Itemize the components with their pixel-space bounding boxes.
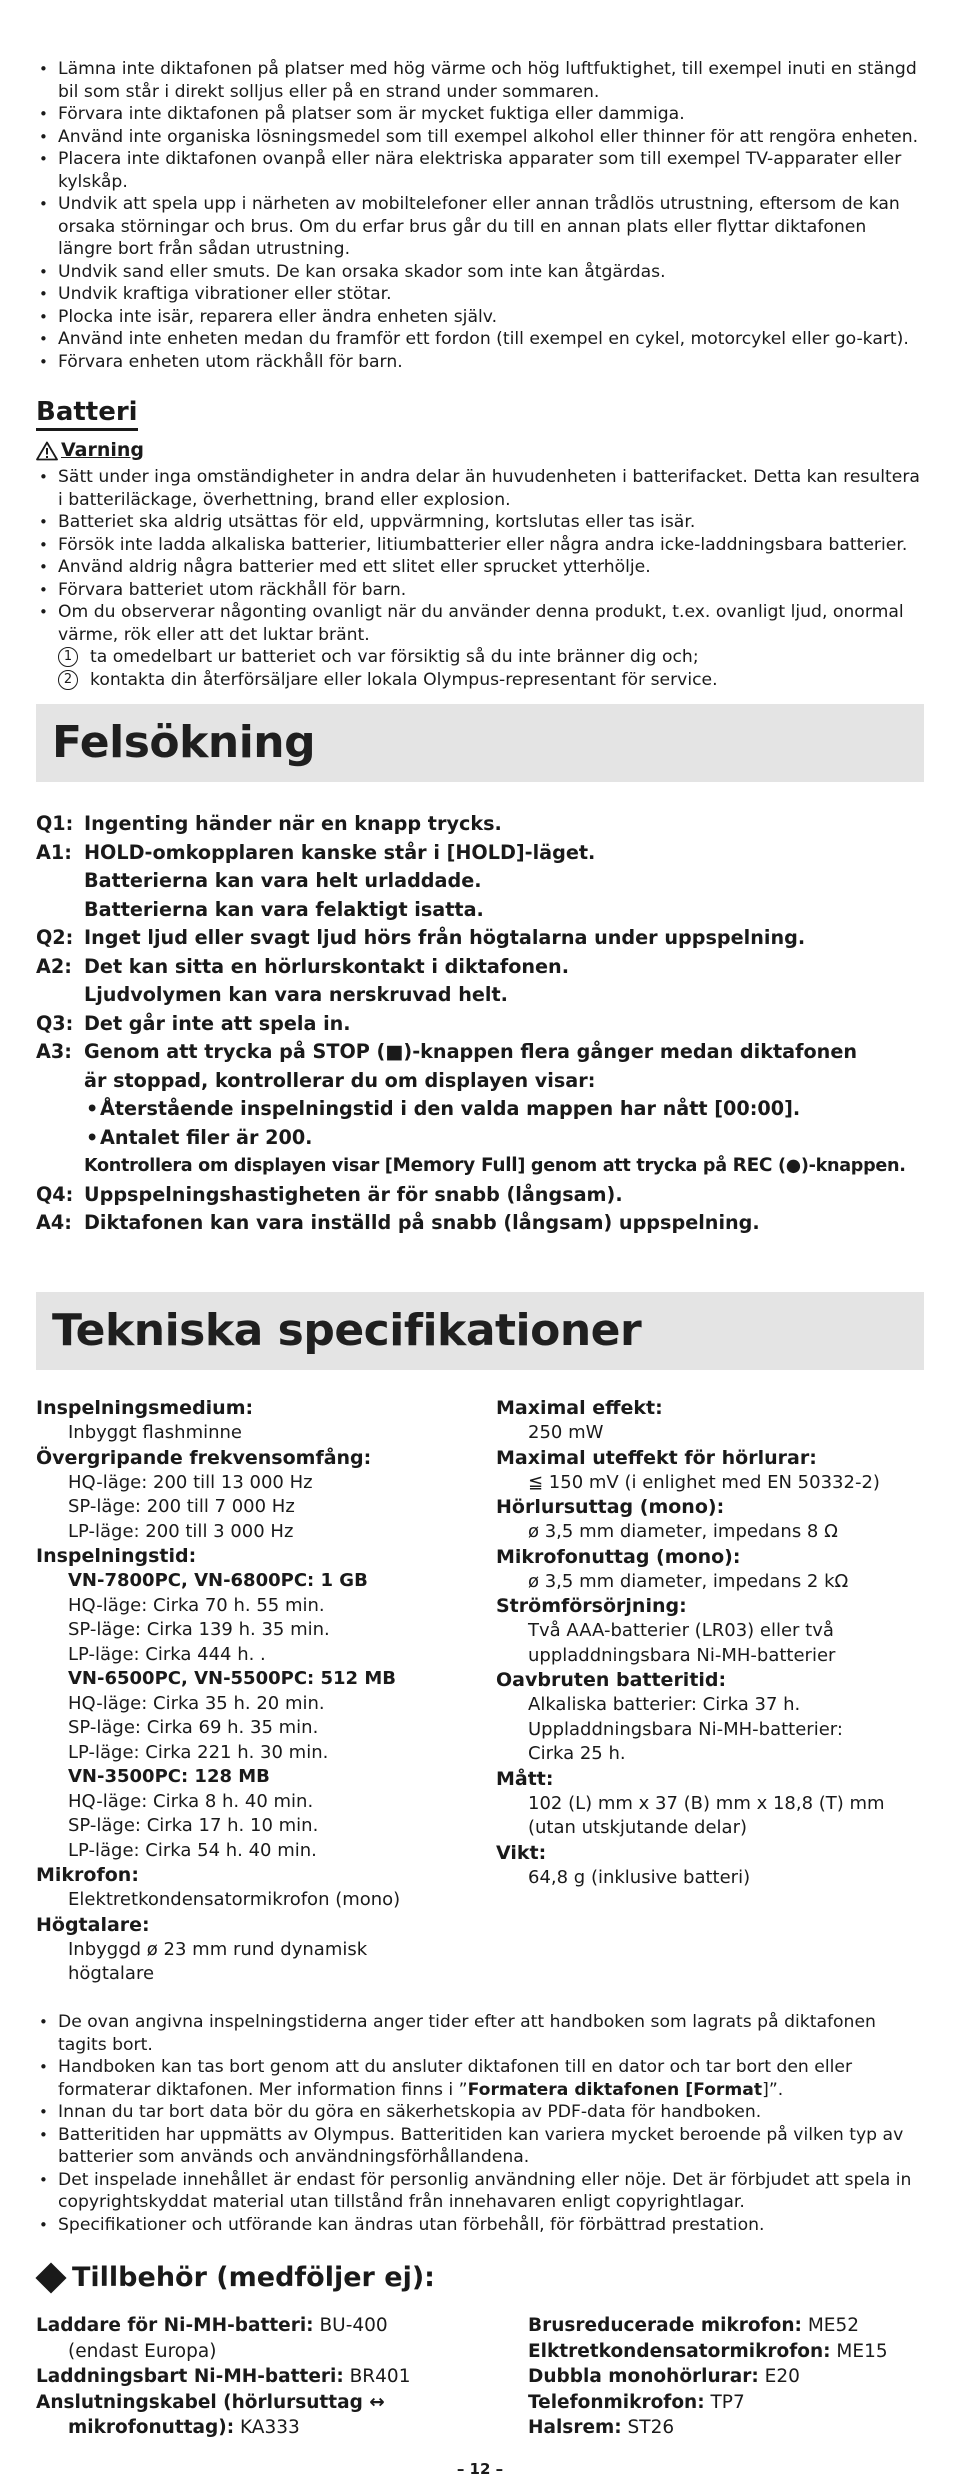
warning-triangle-icon xyxy=(36,441,58,461)
list-item: • Placera inte diktafonen ovanpå eller nära elektriska apparater som till exempel TV-apparater eller kylskåp. xyxy=(36,148,924,193)
faq-text: Det kan sitta en hörlurskontakt i diktafonen. xyxy=(84,954,570,978)
spec-heading: Högtalare: xyxy=(36,1913,150,1936)
faq-text: Diktafonen kan vara inställd på snabb (långsam) uppspelning. xyxy=(84,1211,760,1234)
accessory-item-cont xyxy=(36,2415,528,2441)
accessory-item xyxy=(36,2313,528,2339)
specifications-title: Tekniska specifikationer xyxy=(52,1305,642,1356)
faq-question xyxy=(36,1010,924,1039)
faq-text: ]-läget. xyxy=(515,840,596,864)
menu-reference: Formatera diktafonen xyxy=(467,2079,680,2100)
list-item: • Undvik sand eller smuts. De kan orsaka skador som inte kan åtgärdas. xyxy=(36,261,924,284)
list-item: • Förvara inte diktafonen på platser som är mycket fuktiga eller dammiga. xyxy=(36,103,924,126)
faq-question xyxy=(36,1181,924,1210)
accessory-label: Halsrem: xyxy=(528,2417,622,2438)
accessory-label: Telefonmikrofon: xyxy=(528,2391,705,2413)
faq-text: Inget ljud eller svagt ljud hörs från högtalarna under uppspelning. xyxy=(84,926,806,949)
accessory-value: ME15 xyxy=(830,2340,888,2362)
note-text: [ xyxy=(679,2079,694,2100)
note-text: Handboken kan tas bort genom att du ansluter diktafonen till en dator och tar bort den eller formaterar diktafonen. Mer information finns i ” xyxy=(58,2057,853,2100)
faq-question xyxy=(36,924,924,953)
spec-value: SP-läge: Cirka 17 h. 10 min. xyxy=(68,1815,319,1836)
accessory-item xyxy=(36,2364,528,2390)
spec-value: högtalare xyxy=(68,1963,155,1984)
faq-text: ]. xyxy=(784,1097,801,1120)
specifications-right-column xyxy=(496,1396,924,1987)
faq-key: A1: xyxy=(36,840,72,864)
memory-full-readout: Memory Full xyxy=(392,1155,518,1176)
accessory-item xyxy=(528,2390,924,2416)
faq-sub-bullet: • Antalet filer är 200. xyxy=(36,1124,924,1153)
spec-value: HQ-läge: 200 till 13 000 Hz xyxy=(68,1471,313,1493)
list-item: • Batteriet ska aldrig utsättas för eld, uppvärmning, kortslutas eller tas isär. xyxy=(36,511,924,534)
spec-value: HQ-läge: Cirka 8 h. 40 min. xyxy=(68,1790,314,1812)
accessory-item xyxy=(528,2339,924,2365)
accessory-value: ME52 xyxy=(801,2315,860,2336)
spec-model-heading: VN-3500PC: 128 MB xyxy=(68,1766,270,1787)
list-item: • Förvara batteriet utom räckhåll för barn. xyxy=(36,579,924,602)
battery-warning-list xyxy=(36,466,924,646)
accessory-label: Elktretkondensatormikrofon: xyxy=(528,2340,831,2362)
list-item: • Om du observerar någonting ovanligt när du använder denna produkt, t.ex. ovanligt ljud, onormal värme, rök eller att det luktar bränt. xyxy=(36,601,924,646)
step-number-badge: 2 xyxy=(58,670,78,690)
list-item: • Sätt under inga omständigheter in andra delar än huvudenheten i batterifacket. Detta kan resultera i batteriläckage, överhettning, brand eller explosion. xyxy=(36,466,924,511)
accessory-value: BR401 xyxy=(343,2366,411,2387)
accessory-value: ST26 xyxy=(621,2417,675,2438)
step-text: kontakta din återförsäljare eller lokala Olympus-representant för service. xyxy=(90,669,718,690)
list-item xyxy=(36,2056,924,2101)
faq-key: Q1: xyxy=(36,812,74,835)
accessories-list xyxy=(36,2313,924,2441)
accessory-label: Laddare för Ni-MH-batteri: xyxy=(36,2315,314,2336)
accessory-note xyxy=(36,2339,528,2365)
accessory-label: Dubbla monohörlurar: xyxy=(528,2366,759,2387)
accessory-value: TP7 xyxy=(704,2391,745,2413)
faq-answer xyxy=(36,1209,924,1238)
step-number-badge: 1 xyxy=(58,647,78,667)
faq-text: Återstående inspelningstid i den valda mappen har nått [ xyxy=(100,1097,723,1120)
display-readout: 00:00 xyxy=(723,1097,785,1120)
list-item: • Undvik att spela upp i närheten av mobiltelefoner eller annan trådlös utrustning, eftersom de kan orsaka störningar och brus. Om du erfar brus går du till en annan plats eller flyttar diktafonen längre bort från sådan utrustning. xyxy=(36,193,924,261)
spec-value: LP-läge: Cirka 54 h. 40 min. xyxy=(68,1839,317,1861)
faq-text: )-knappen flera gånger medan diktafonen xyxy=(403,1040,857,1063)
spec-model-heading: VN-6500PC, VN-5500PC: 512 MB xyxy=(68,1668,396,1689)
troubleshooting-banner xyxy=(36,704,924,782)
list-item: • Undvik kraftiga vibrationer eller stötar. xyxy=(36,283,924,306)
list-item: • Specifikationer och utförande kan ändras utan förbehåll, för förbättrad prestation. xyxy=(36,2214,924,2237)
rec-dot-icon: ● xyxy=(785,1156,801,1176)
spec-value: LP-läge: 200 till 3 000 Hz xyxy=(68,1520,294,1542)
list-item: • Använd inte enheten medan du framför ett fordon (till exempel en cykel, motorcykel eller go-kart). xyxy=(36,328,924,351)
hold-switch-label: HOLD xyxy=(84,840,145,864)
specification-notes xyxy=(36,2011,924,2236)
faq-text: ] genom att trycka på xyxy=(517,1156,733,1176)
spec-heading: Maximal effekt: xyxy=(496,1397,663,1419)
manual-page xyxy=(36,58,924,2478)
spec-heading: Strömförsörjning: xyxy=(496,1595,687,1617)
spec-model-heading: VN-7800PC, VN-6800PC: 1 GB xyxy=(68,1570,368,1591)
spec-value: SP-läge: 200 till 7 000 Hz xyxy=(68,1496,295,1517)
faq-answer xyxy=(36,953,924,982)
spec-value: ≦ 150 mV (i enlighet med EN 50332-2) xyxy=(528,1471,880,1493)
accessory-label: mikrofonuttag): xyxy=(68,2417,235,2438)
faq-answer-line: är stoppad, kontrollerar du om displayen visar: xyxy=(84,1068,596,1092)
spec-value: Elektretkondensatormikrofon (mono) xyxy=(68,1889,401,1910)
list-item: • De ovan angivna inspelningstiderna anger tider efter att handboken som lagrats på diktafonen tagits bort. xyxy=(36,2011,924,2056)
accessory-label: Anslutningskabel (hörlursuttag ↔ xyxy=(36,2391,385,2413)
specifications-banner xyxy=(36,1292,924,1370)
faq-key: Q2: xyxy=(36,926,74,949)
accessory-item xyxy=(528,2313,924,2339)
faq-answer-line: Batterierna kan vara helt urladdade. xyxy=(84,869,482,892)
spec-value: Uppladdningsbara Ni-MH-batterier: xyxy=(528,1718,843,1740)
spec-heading: Övergripande frekvensomfång: xyxy=(36,1446,372,1469)
battery-step-1 xyxy=(36,646,924,669)
faq-key: Q3: xyxy=(36,1011,74,1035)
care-instructions-list xyxy=(36,58,924,373)
spec-value: SP-läge: Cirka 69 h. 35 min. xyxy=(68,1717,319,1738)
spec-value: SP-läge: Cirka 139 h. 35 min. xyxy=(68,1619,330,1640)
spec-value: LP-läge: Cirka 444 h. . xyxy=(68,1643,266,1665)
faq-sub-bullet xyxy=(36,1095,924,1124)
accessory-item xyxy=(528,2364,924,2390)
stop-button-label: STOP xyxy=(312,1040,370,1063)
list-item: • Plocka inte isär, reparera eller ändra enheten själv. xyxy=(36,306,924,329)
faq-key: Q4: xyxy=(36,1182,74,1206)
spec-heading: Inspelningsmedium: xyxy=(36,1397,254,1419)
spec-value: ø 3,5 mm diameter, impedans 2 kΩ xyxy=(528,1570,849,1592)
faq-answer-line: Ljudvolymen kan vara nerskruvad helt. xyxy=(84,983,508,1006)
faq-text: Genom att trycka på xyxy=(84,1040,313,1063)
accessories-right-column xyxy=(528,2313,924,2441)
spec-heading: Mikrofon: xyxy=(36,1864,139,1886)
accessory-item xyxy=(528,2415,924,2441)
list-item: • Förvara enheten utom räckhåll för barn. xyxy=(36,351,924,374)
spec-value: ø 3,5 mm diameter, impedans 8 Ω xyxy=(528,1521,838,1542)
list-item: • Innan du tar bort data bör du göra en säkerhetskopia av PDF-data för handboken. xyxy=(36,2101,924,2124)
accessories-heading xyxy=(36,2261,435,2295)
rec-button-label: REC xyxy=(732,1155,773,1176)
battery-heading: Batteri xyxy=(36,397,138,431)
faq-text: Det går inte att spela in. xyxy=(84,1011,351,1035)
accessories-left-column xyxy=(36,2313,528,2441)
troubleshooting-title: Felsökning xyxy=(52,717,316,768)
spec-heading: Mått: xyxy=(496,1767,554,1790)
spec-heading: Hörlursuttag (mono): xyxy=(496,1496,725,1518)
spec-value: 250 mW xyxy=(528,1422,604,1443)
spec-value: uppladdningsbara Ni-MH-batterier xyxy=(528,1644,836,1666)
spec-value: HQ-läge: Cirka 70 h. 55 min. xyxy=(68,1594,325,1616)
faq-text: Ingenting händer när en knapp trycks. xyxy=(84,812,502,835)
faq-key: A2: xyxy=(36,954,72,978)
spec-value: (utan utskjutande delar) xyxy=(528,1817,747,1838)
list-item: • Försök inte ladda alkaliska batterier, litiumbatterier eller några andra icke-laddningsbara batterier. xyxy=(36,534,924,557)
list-item: • Batteritiden har uppmätts av Olympus. Batteritiden kan variera mycket beroende på vilken typ av batterier som används och användningsförhållandena. xyxy=(36,2124,924,2169)
accessory-label: Brusreducerade mikrofon: xyxy=(528,2315,802,2336)
faq-answer xyxy=(36,839,924,868)
spec-heading: Maximal uteffekt för hörlurar: xyxy=(496,1446,817,1469)
spec-heading: Inspelningstid: xyxy=(36,1545,197,1567)
hold-position-label: HOLD xyxy=(455,840,516,864)
page-number: – 12 – xyxy=(456,2460,504,2478)
step-text: ta omedelbart ur batteriet och var försiktig så du inte bränner dig och; xyxy=(90,647,699,667)
accessories-title: Tillbehör (medföljer ej): xyxy=(72,2262,435,2293)
accessory-value: KA333 xyxy=(234,2417,300,2438)
stop-square-icon: ■ xyxy=(385,1040,404,1063)
spec-value: Alkaliska batterier: Cirka 37 h. xyxy=(528,1694,801,1715)
accessory-item xyxy=(36,2390,528,2416)
accessory-value: BU-400 xyxy=(313,2315,388,2336)
warning-label-row xyxy=(36,439,924,462)
spec-value: Inbyggd ø 23 mm rund dynamisk xyxy=(68,1938,368,1960)
faq-text: Uppspelningshastigheten är för snabb (långsam). xyxy=(84,1182,623,1206)
spec-value: 64,8 g (inklusive batteri) xyxy=(528,1866,751,1888)
spec-heading: Oavbruten batteritid: xyxy=(496,1669,727,1691)
accessory-note-text: (endast Europa) xyxy=(68,2340,217,2362)
warning-label: Varning xyxy=(61,439,145,461)
list-item: • Lämna inte diktafonen på platser med hög värme och hög luftfuktighet, till exempel inuti en stängd bil som står i direkt solljus eller på en strand under sommaren. xyxy=(36,58,924,103)
diamond-bullet-icon xyxy=(35,2262,66,2293)
faq-key: A4: xyxy=(36,1211,72,1234)
spec-value: 102 (L) mm x 37 (B) mm x 18,8 (T) mm xyxy=(528,1792,885,1814)
faq-text: )-knappen. xyxy=(800,1156,906,1176)
spec-value: Cirka 25 h. xyxy=(528,1743,626,1764)
battery-step-2 xyxy=(36,669,924,692)
specifications-columns xyxy=(36,1396,924,1987)
list-item: • Använd inte organiska lösningsmedel som till exempel alkohol eller thinner för att rengöra enheten. xyxy=(36,126,924,149)
spec-value: Två AAA-batterier (LR03) eller två xyxy=(528,1620,834,1641)
faq-text: -omkopplaren kanske står i [ xyxy=(144,840,456,864)
specifications-left-column xyxy=(36,1396,496,1987)
troubleshooting-faq xyxy=(36,810,924,1238)
spec-heading: Mikrofonuttag (mono): xyxy=(496,1545,741,1568)
spec-value: HQ-läge: Cirka 35 h. 20 min. xyxy=(68,1692,325,1714)
format-menu-label: Format xyxy=(693,2079,763,2100)
faq-answer-line: Batterierna kan vara felaktigt isatta. xyxy=(84,897,484,921)
accessory-label: Laddningsbart Ni-MH-batteri: xyxy=(36,2366,344,2387)
spec-value: Inbyggt flashminne xyxy=(68,1422,243,1443)
faq-key: A3: xyxy=(36,1040,72,1063)
accessory-value: E20 xyxy=(758,2366,800,2387)
faq-answer: A3: Genom att trycka på STOP (■)-knappen flera gånger medan diktafonen xyxy=(36,1038,924,1067)
spec-heading: Vikt: xyxy=(496,1841,547,1864)
faq-text: Kontrollera om displayen visar [ xyxy=(84,1156,393,1176)
list-item: • Använd aldrig några batterier med ett slitet eller sprucket ytterhölje. xyxy=(36,556,924,579)
note-text: ]”. xyxy=(762,2079,784,2100)
spec-value: LP-läge: Cirka 221 h. 30 min. xyxy=(68,1741,329,1763)
list-item: • Det inspelade innehållet är endast för personlig användning eller nöje. Det är förbjudet att spela in copyrightskyddat material utan tillstånd från innehavaren enligt copyrightlagar. xyxy=(36,2169,924,2214)
faq-question xyxy=(36,810,924,839)
faq-answer-line: Kontrollera om displayen visar [Memory Full] genom att trycka på REC (●)-knappen. xyxy=(84,1155,906,1176)
